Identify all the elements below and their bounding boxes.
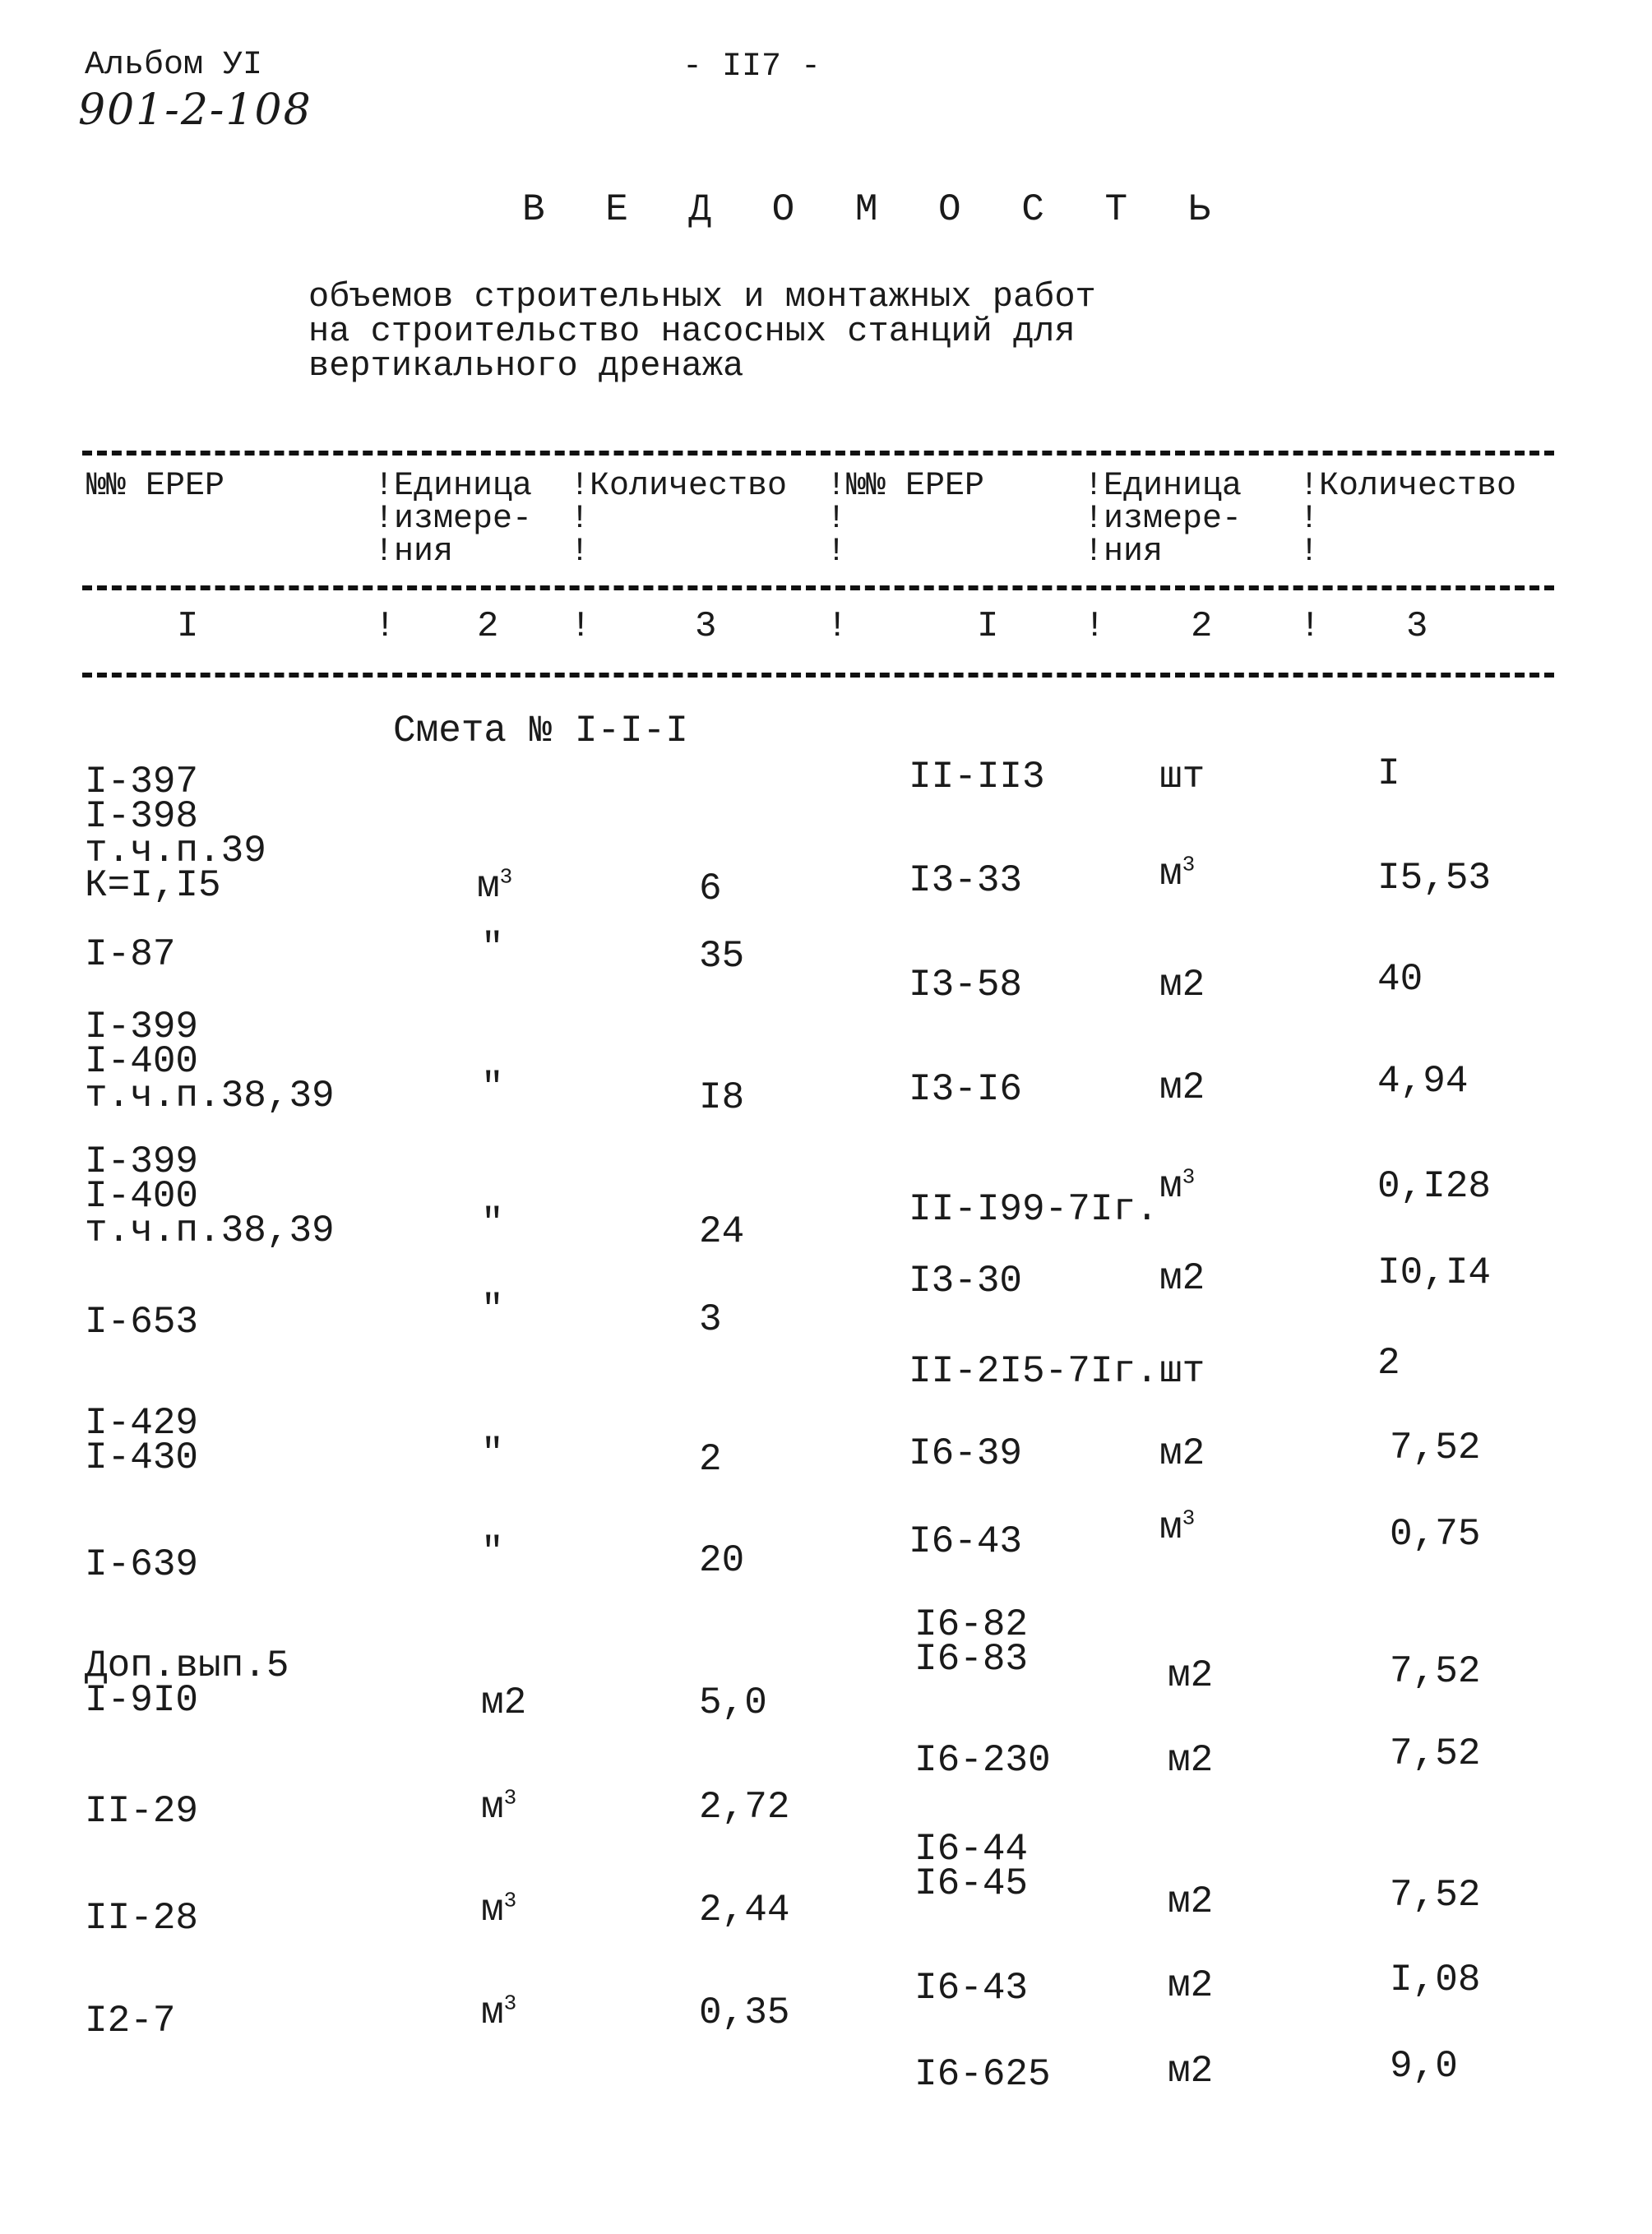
code-line: I6-83 bbox=[914, 1638, 1029, 1681]
header-separator-rule bbox=[82, 585, 1554, 590]
right-row-qty: I,08 bbox=[1390, 1959, 1481, 2001]
right-row-code: I3-30 bbox=[909, 1260, 1023, 1302]
left-row-unit bbox=[477, 864, 513, 908]
left-row-unit bbox=[481, 1888, 517, 1931]
code-line: I6-44 bbox=[914, 1828, 1029, 1871]
right-row-qty: 9,0 bbox=[1390, 2045, 1458, 2088]
col-number: 3 bbox=[1406, 606, 1428, 647]
left-row-code bbox=[85, 1402, 199, 1479]
right-row-qty: 7,52 bbox=[1390, 1874, 1481, 1917]
col-divider: ! bbox=[826, 606, 849, 647]
left-col-unit-header bbox=[374, 470, 532, 569]
unit-superscript: 3 bbox=[503, 1888, 517, 1913]
header-line: !ния bbox=[1084, 534, 1164, 571]
right-row-unit: м2 bbox=[1159, 1066, 1205, 1109]
header-line: !измере- bbox=[374, 501, 533, 538]
left-row-code bbox=[85, 1006, 335, 1117]
unit-text: м bbox=[481, 1991, 504, 2034]
header-line: !измере- bbox=[1084, 501, 1242, 538]
header-line: ! bbox=[570, 501, 590, 538]
right-row-qty: 0,I28 bbox=[1377, 1165, 1492, 1208]
right-row-qty: 2 bbox=[1377, 1342, 1400, 1385]
left-row-unit: " bbox=[481, 927, 504, 969]
unit-superscript: 3 bbox=[503, 1785, 517, 1811]
unit-superscript: 3 bbox=[503, 1991, 517, 2016]
page-number: - II7 - bbox=[683, 49, 821, 86]
right-row-unit: шт bbox=[1159, 1350, 1205, 1393]
header-line: !Единица bbox=[1084, 468, 1242, 505]
left-row-qty: I8 bbox=[699, 1076, 745, 1119]
right-row-unit bbox=[1159, 1506, 1196, 1549]
left-row-qty: 2,72 bbox=[699, 1786, 790, 1829]
unit-superscript: 3 bbox=[499, 864, 513, 890]
right-row-qty: I5,53 bbox=[1377, 857, 1492, 900]
code-line: I-399 bbox=[85, 1006, 199, 1048]
unit-text: м bbox=[481, 1786, 504, 1829]
header-line: !№№ ЕРЕР bbox=[826, 468, 985, 505]
code-line: Доп.вып.5 bbox=[85, 1644, 289, 1687]
right-col-unit-header bbox=[1084, 470, 1242, 569]
left-row-code bbox=[85, 1140, 335, 1252]
right-col-code-header bbox=[826, 470, 984, 569]
unit-superscript: 3 bbox=[1182, 1164, 1196, 1190]
code-line: I6-82 bbox=[914, 1603, 1029, 1646]
right-row-unit: м2 bbox=[1168, 1964, 1214, 2007]
right-row-qty: 40 bbox=[1377, 958, 1423, 1001]
right-row-code: I6-230 bbox=[914, 1739, 1051, 1782]
right-row-qty: 7,52 bbox=[1390, 1427, 1481, 1469]
header-line: ! bbox=[570, 534, 590, 571]
header-line: ! bbox=[1299, 501, 1320, 538]
right-row-code: I3-58 bbox=[909, 964, 1023, 1006]
code-line: I-400 bbox=[85, 1175, 199, 1218]
right-row-qty: 7,52 bbox=[1390, 1650, 1481, 1693]
left-row-unit: " bbox=[481, 1202, 504, 1245]
right-row-code bbox=[914, 1603, 1029, 1681]
right-row-qty: 7,52 bbox=[1390, 1732, 1481, 1775]
left-row-unit: м2 bbox=[481, 1681, 527, 1724]
col-number: I bbox=[977, 606, 999, 647]
code-line: I-400 bbox=[85, 1040, 199, 1083]
left-row-unit bbox=[481, 1785, 517, 1829]
header-line: !Количество bbox=[570, 468, 788, 505]
left-row-code: I-653 bbox=[85, 1301, 199, 1344]
header-line: !ния bbox=[374, 534, 454, 571]
right-col-qty-header bbox=[1299, 470, 1516, 569]
left-row-code: I-87 bbox=[85, 933, 176, 976]
left-col-qty-header bbox=[570, 470, 787, 569]
header-line: ! bbox=[826, 534, 847, 571]
album-label: Альбом УI bbox=[85, 47, 263, 84]
subtitle-line: объемов строительных и монтажных работ bbox=[308, 277, 1096, 317]
right-row-code: I3-I6 bbox=[909, 1068, 1023, 1111]
code-line: К=I,I5 bbox=[85, 864, 221, 907]
left-row-code bbox=[85, 761, 266, 907]
document-subtitle bbox=[308, 277, 1096, 386]
section-title: Смета № I-I-I bbox=[393, 710, 688, 752]
header-line: ! bbox=[1299, 534, 1320, 571]
right-row-unit: м2 bbox=[1168, 1880, 1214, 1923]
right-row-qty: 0,75 bbox=[1390, 1513, 1481, 1556]
left-row-qty: 2,44 bbox=[699, 1889, 790, 1931]
right-row-code: I3-33 bbox=[909, 859, 1023, 902]
left-row-code bbox=[85, 1644, 289, 1722]
unit-text: м bbox=[1159, 1506, 1182, 1549]
header-bottom-rule bbox=[82, 673, 1554, 678]
col-divider: ! bbox=[374, 606, 396, 647]
right-row-qty: I bbox=[1377, 752, 1400, 795]
right-row-unit: м2 bbox=[1159, 1257, 1205, 1300]
code-line: I-9I0 bbox=[85, 1679, 199, 1722]
left-row-qty: 6 bbox=[699, 867, 722, 910]
unit-text: м bbox=[481, 1889, 504, 1931]
code-line: т.ч.п.38,39 bbox=[85, 1210, 335, 1252]
left-row-unit bbox=[481, 1991, 517, 2034]
right-row-unit: м2 bbox=[1168, 1654, 1214, 1697]
right-row-code: I6-43 bbox=[914, 1967, 1029, 2010]
subtitle-line: вертикального дренажа bbox=[308, 346, 744, 386]
left-col-code-header: №№ ЕРЕР bbox=[86, 468, 225, 505]
left-row-unit: " bbox=[481, 1531, 504, 1574]
col-number: I bbox=[177, 606, 199, 647]
unit-superscript: 3 bbox=[1182, 1506, 1196, 1531]
left-row-unit: " bbox=[481, 1432, 504, 1475]
right-row-code: I6-43 bbox=[909, 1520, 1023, 1563]
code-line: I-399 bbox=[85, 1140, 199, 1183]
left-row-qty: 3 bbox=[699, 1298, 722, 1341]
header-line: ! bbox=[826, 501, 847, 538]
right-row-unit bbox=[1159, 1164, 1196, 1208]
left-row-unit: " bbox=[481, 1288, 504, 1331]
right-row-code: I6-39 bbox=[909, 1432, 1023, 1475]
left-row-qty: 20 bbox=[699, 1539, 745, 1582]
left-row-code: I-639 bbox=[85, 1543, 199, 1586]
col-divider: ! bbox=[570, 606, 592, 647]
project-code-handwritten: 901-2-108 bbox=[78, 86, 312, 135]
right-row-qty: 4,94 bbox=[1377, 1060, 1469, 1103]
code-line: I6-45 bbox=[914, 1862, 1029, 1905]
right-row-unit: м2 bbox=[1168, 1739, 1214, 1782]
unit-text: м bbox=[477, 865, 500, 908]
right-row-code bbox=[914, 1828, 1029, 1905]
left-row-code: II-29 bbox=[85, 1790, 199, 1833]
right-row-code: II-2I5-7Iг. bbox=[909, 1350, 1159, 1393]
col-divider: ! bbox=[1299, 606, 1321, 647]
left-row-qty: 2 bbox=[699, 1438, 722, 1481]
left-row-qty: 35 bbox=[699, 935, 745, 978]
left-row-qty: 24 bbox=[699, 1210, 745, 1253]
col-number: 2 bbox=[1191, 606, 1213, 647]
right-row-unit: м2 bbox=[1159, 1432, 1205, 1475]
document-title: В Е Д О М О С Т Ь bbox=[522, 188, 1230, 231]
col-number: 2 bbox=[477, 606, 499, 647]
code-line: I-397 bbox=[85, 761, 199, 803]
left-row-unit: " bbox=[481, 1066, 504, 1109]
right-row-code: II-II3 bbox=[909, 756, 1045, 798]
code-line: I-429 bbox=[85, 1402, 199, 1445]
right-row-code: II-I99-7Iг. bbox=[909, 1188, 1159, 1231]
header-line: !Количество bbox=[1299, 468, 1517, 505]
left-row-qty: 5,0 bbox=[699, 1681, 767, 1724]
left-row-code: II-28 bbox=[85, 1897, 199, 1940]
unit-text: м bbox=[1159, 1165, 1182, 1208]
left-row-qty: 0,35 bbox=[699, 1991, 790, 2034]
right-row-unit: м2 bbox=[1168, 2050, 1214, 2093]
right-row-unit: шт bbox=[1159, 756, 1205, 798]
code-line: т.ч.п.38,39 bbox=[85, 1075, 335, 1117]
right-row-qty: I0,I4 bbox=[1377, 1251, 1492, 1294]
col-number: 3 bbox=[695, 606, 717, 647]
code-line: I-430 bbox=[85, 1436, 199, 1479]
right-row-code: I6-625 bbox=[914, 2053, 1051, 2096]
code-line: т.ч.п.39 bbox=[85, 830, 266, 872]
unit-superscript: 3 bbox=[1182, 852, 1196, 877]
code-line: I-398 bbox=[85, 795, 199, 838]
right-row-unit bbox=[1159, 852, 1196, 895]
header-line: !Единица bbox=[374, 468, 533, 505]
left-row-code: I2-7 bbox=[85, 2000, 176, 2042]
col-divider: ! bbox=[1084, 606, 1106, 647]
table-top-rule bbox=[82, 451, 1554, 456]
right-row-unit: м2 bbox=[1159, 964, 1205, 1006]
subtitle-line: на строительство насосных станций для bbox=[308, 312, 1076, 351]
unit-text: м bbox=[1159, 853, 1182, 895]
